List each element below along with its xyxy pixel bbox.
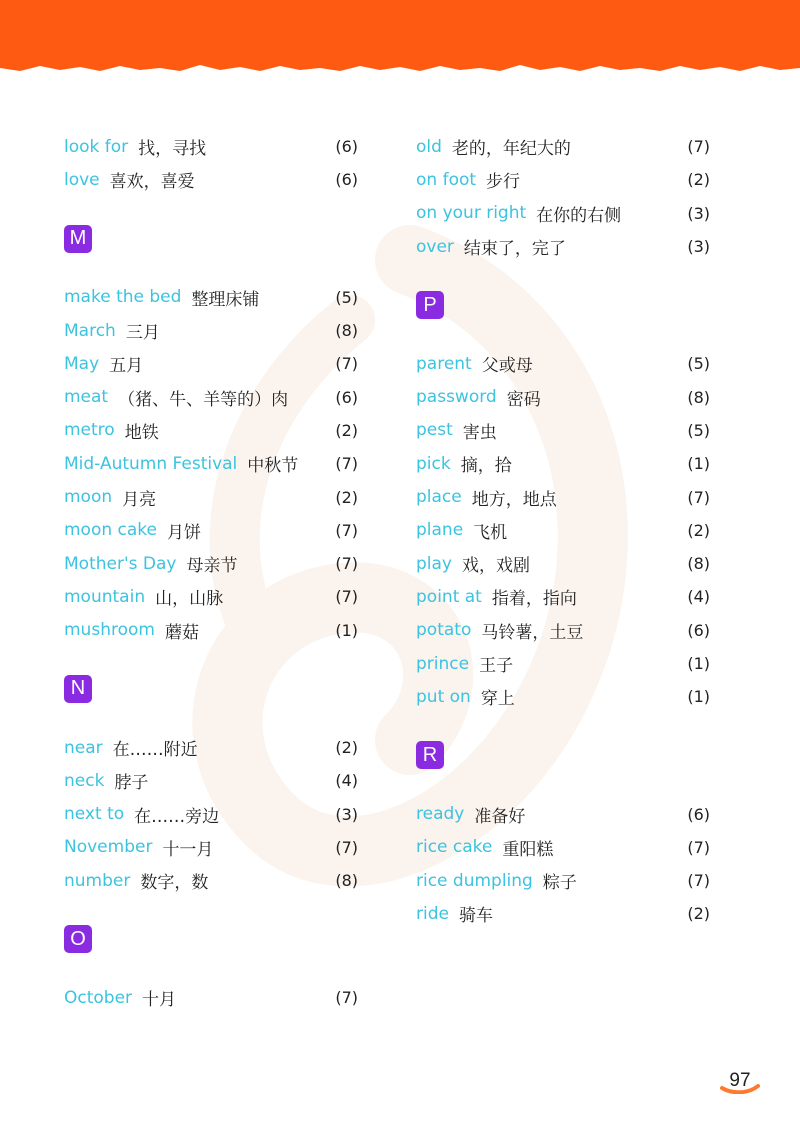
vocab-meaning: 在……旁边 [134, 806, 220, 827]
vocab-word: October [64, 987, 133, 1008]
vocab-word: moon cake [64, 520, 158, 541]
vocab-entry [64, 314, 358, 347]
vocab-meaning: 数字，数 [140, 873, 209, 894]
vocab-word: place [416, 487, 462, 508]
vocab-entry [64, 614, 358, 647]
vocab-unit: (5) [687, 420, 710, 440]
vocab-entry [64, 731, 358, 764]
vocab-entry [64, 380, 358, 413]
vocab-meaning: 蘑菇 [164, 622, 199, 643]
vocab-entry [416, 380, 710, 413]
vocab-word: parent [416, 353, 472, 374]
vocab-entry [416, 163, 710, 196]
vocab-word: pick [416, 453, 451, 474]
vocab-meaning: 地铁 [124, 422, 159, 443]
vocab-unit: (6) [335, 170, 358, 190]
vocab-unit: (8) [687, 554, 710, 574]
vocab-entry [416, 614, 710, 647]
letter-heading-m [64, 197, 358, 281]
vocab-meaning: 月饼 [167, 522, 202, 543]
vocab-meaning: 找，寻找 [138, 139, 207, 160]
vocab-meaning: 王子 [479, 656, 514, 676]
vocab-unit: (5) [687, 354, 710, 374]
vocab-word: neck [64, 770, 105, 791]
vocab-entry [416, 197, 710, 230]
vocab-word: next to [64, 804, 125, 825]
vocab-unit: (7) [335, 454, 358, 474]
vocab-unit: (1) [335, 620, 358, 640]
letter-heading-r [416, 713, 710, 797]
vocab-unit: (1) [687, 687, 710, 707]
vocab-unit: (6) [687, 620, 710, 640]
vocab-unit: (7) [335, 837, 358, 857]
vocab-entry [416, 797, 710, 830]
letter-badge: R [416, 741, 444, 769]
vocab-unit: (7) [335, 587, 358, 607]
vocab-meaning: 密码 [506, 389, 541, 410]
vocab-unit: (1) [687, 654, 710, 673]
vocab-entry [64, 447, 358, 480]
vocab-meaning: 害虫 [462, 422, 497, 443]
vocab-word: Mother's Day [64, 553, 177, 574]
vocab-meaning: 摘，拾 [460, 456, 512, 477]
vocab-entry [64, 981, 358, 1014]
vocab-unit: (4) [335, 771, 358, 791]
vocab-unit: (7) [687, 871, 710, 891]
vocab-unit: (2) [335, 738, 358, 757]
vocab-meaning: 步行 [486, 172, 521, 193]
vocab-unit: (6) [687, 804, 710, 824]
vocab-meaning: 五月 [109, 356, 144, 377]
page-number: 97 [729, 1070, 751, 1091]
vocab-entry [64, 480, 358, 513]
vocab-entry [64, 764, 358, 797]
group-l [64, 130, 358, 197]
vocab-meaning: 在你的右侧 [536, 205, 622, 226]
vocab-entry [64, 414, 358, 447]
vocab-word: prince [416, 653, 470, 674]
letter-badge: M [64, 225, 92, 253]
vocab-unit: (2) [335, 487, 358, 507]
vocab-entry [416, 480, 710, 513]
vocab-unit: (2) [687, 520, 710, 540]
letter-badge: P [416, 291, 444, 319]
vocab-word: pest [416, 420, 453, 441]
vocab-entry [416, 897, 710, 930]
vocab-word: put on [416, 686, 471, 707]
vocab-meaning: 老的，年纪大的 [451, 139, 571, 160]
vocab-unit: (8) [335, 871, 358, 891]
vocab-word: plane [416, 520, 464, 541]
vocab-unit: (2) [687, 170, 710, 190]
vocab-entry [64, 831, 358, 864]
vocab-entry [416, 547, 710, 580]
vocab-meaning: 马铃薯，土豆 [481, 622, 584, 643]
vocab-meaning: 母亲节 [186, 556, 238, 577]
vocab-unit: (7) [335, 354, 358, 374]
group-m [64, 281, 358, 647]
vocab-unit: (6) [335, 387, 358, 407]
vocab-entry [416, 414, 710, 447]
group-o [64, 981, 358, 1014]
vocab-word: meat [64, 387, 109, 408]
vocab-entry [416, 514, 710, 547]
vocab-meaning: 地方，地点 [471, 489, 557, 510]
vocab-word: rice cake [416, 837, 493, 858]
vocab-entry [64, 580, 358, 613]
vocab-unit: (7) [687, 487, 710, 507]
vocab-word: potato [416, 620, 472, 641]
letter-heading-n [64, 647, 358, 731]
vocab-entry [416, 580, 710, 613]
vocab-word: look for [64, 136, 129, 157]
vocab-meaning: （猪、牛、羊等的）肉 [118, 389, 289, 410]
vocab-meaning: 穿上 [480, 689, 515, 710]
vocab-unit: (7) [687, 137, 710, 157]
vocab-meaning: 整理床铺 [191, 289, 260, 310]
vocab-meaning: 结束了，完了 [463, 239, 566, 260]
vocab-entry [64, 163, 358, 196]
vocab-unit: (1) [687, 454, 710, 474]
vocab-word: on foot [416, 169, 477, 190]
vocab-unit: (4) [687, 587, 710, 607]
vocab-word: play [416, 553, 452, 574]
vocab-word: love [64, 169, 100, 190]
vocab-meaning: 在……附近 [112, 740, 198, 760]
vocab-meaning: 山，山脉 [155, 589, 224, 610]
vocab-meaning: 喜欢，喜爱 [109, 172, 195, 193]
vocab-entry [64, 281, 358, 314]
vocab-unit: (3) [687, 237, 710, 257]
vocab-entry [64, 514, 358, 547]
vocab-meaning: 脖子 [114, 773, 149, 794]
vocab-meaning: 父或母 [481, 356, 533, 377]
vocab-word: point at [416, 586, 482, 607]
vocab-word: metro [64, 420, 115, 441]
vocab-word: number [64, 870, 131, 891]
letter-badge: N [64, 675, 92, 703]
group-p [416, 347, 710, 713]
vocab-unit: (7) [335, 988, 358, 1008]
vocab-word: ride [416, 903, 449, 924]
vocab-word: mushroom [64, 620, 155, 641]
left-column [64, 130, 358, 1015]
vocab-word: moon [64, 487, 113, 508]
group-o-continued [416, 130, 710, 263]
vocab-word: password [416, 387, 497, 408]
vocab-unit: (7) [687, 837, 710, 857]
vocab-entry [416, 647, 710, 680]
vocab-unit: (2) [335, 420, 358, 440]
vocab-meaning: 月亮 [122, 489, 157, 510]
vocab-word: rice dumpling [416, 870, 533, 891]
vocab-entry [416, 230, 710, 263]
vocab-unit: (7) [335, 554, 358, 574]
letter-badge: O [64, 925, 92, 953]
group-n [64, 731, 358, 897]
vocab-entry [416, 130, 710, 163]
vocab-unit: (6) [335, 137, 358, 157]
vocab-unit: (3) [687, 203, 710, 223]
vocab-word: ready [416, 804, 465, 825]
vocab-word: March [64, 320, 116, 341]
vocab-meaning: 重阳糕 [502, 839, 554, 860]
letter-heading-o [64, 897, 358, 981]
vocab-unit: (8) [335, 321, 358, 341]
vocab-unit: (8) [687, 387, 710, 407]
vocab-entry [416, 831, 710, 864]
vocab-word: mountain [64, 586, 146, 607]
vocab-meaning: 准备好 [474, 806, 526, 827]
vocab-entry [64, 547, 358, 580]
vocab-meaning: 三月 [125, 323, 160, 344]
vocab-meaning: 指着，指向 [491, 589, 577, 610]
right-column [416, 130, 710, 931]
vocab-meaning: 粽子 [542, 873, 577, 894]
vocab-unit: (5) [335, 287, 358, 307]
vocab-unit: (2) [687, 904, 710, 924]
vocab-meaning: 中秋节 [247, 456, 299, 477]
top-orange-band [0, 0, 800, 80]
vocab-meaning: 十月 [142, 990, 177, 1011]
letter-heading-p [416, 263, 710, 347]
vocab-word: near [64, 737, 103, 758]
vocab-word: over [416, 236, 454, 257]
vocab-entry [416, 864, 710, 897]
vocab-meaning: 戏，戏剧 [462, 556, 530, 577]
vocab-word: Mid-Autumn Festival [64, 453, 238, 474]
vocab-entry [64, 130, 358, 163]
vocab-word: on your right [416, 203, 527, 224]
vocab-word: November [64, 837, 153, 858]
vocab-entry [416, 680, 710, 713]
vocab-meaning: 飞机 [473, 522, 508, 543]
vocab-entry [416, 347, 710, 380]
vocab-meaning: 十一月 [162, 839, 214, 860]
vocab-entry [64, 797, 358, 830]
vocab-word: May [64, 353, 100, 374]
vocab-word: make the bed [64, 287, 182, 308]
vocab-entry [64, 864, 358, 897]
vocab-unit: (7) [335, 520, 358, 540]
vocab-meaning: 骑车 [458, 906, 493, 927]
vocab-unit: (3) [335, 804, 358, 824]
vocab-entry [416, 447, 710, 480]
vocab-word: old [416, 136, 442, 157]
vocab-entry [64, 347, 358, 380]
group-r [416, 797, 710, 930]
